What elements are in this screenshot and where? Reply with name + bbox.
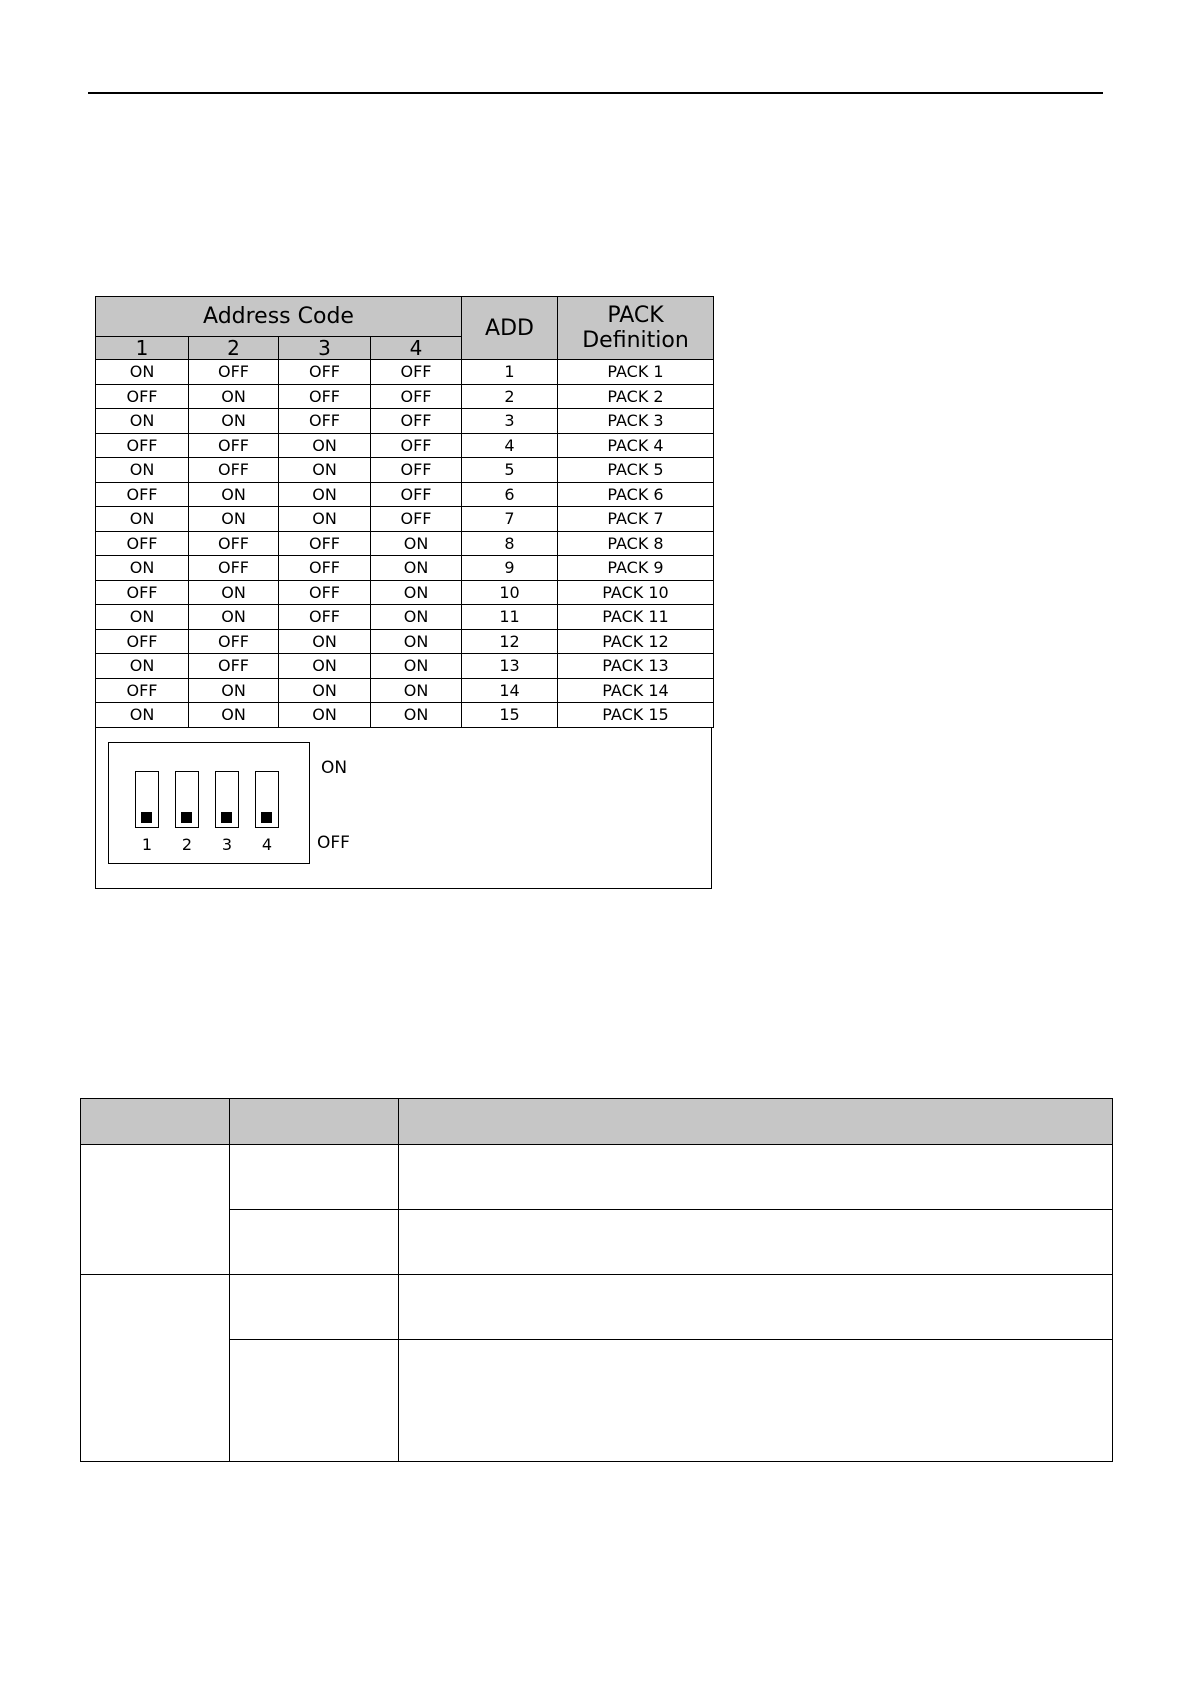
pack-cell: PACK 3 — [558, 409, 714, 434]
add-cell: 13 — [462, 654, 558, 679]
table-row — [96, 629, 714, 654]
switch-2-cell: OFF — [189, 531, 279, 556]
switch-4-cell: OFF — [371, 458, 462, 483]
table-row — [96, 580, 714, 605]
blank-cell — [230, 1275, 399, 1340]
add-header: ADD — [462, 297, 558, 360]
pack-cell: PACK 1 — [558, 360, 714, 385]
switch-2-cell: OFF — [189, 433, 279, 458]
switch-3-cell: OFF — [279, 580, 371, 605]
switch-3-cell: ON — [279, 654, 371, 679]
add-cell: 12 — [462, 629, 558, 654]
pack-cell: PACK 13 — [558, 654, 714, 679]
table-row — [96, 360, 714, 385]
switch-2-cell: ON — [189, 507, 279, 532]
switch-4-cell: ON — [371, 556, 462, 581]
switch-4-cell: ON — [371, 580, 462, 605]
blank-cell — [399, 1340, 1113, 1462]
address-code-header: Address Code — [96, 297, 462, 337]
switch-1-cell: ON — [96, 360, 189, 385]
switch-2-cell: OFF — [189, 654, 279, 679]
table-row — [96, 654, 714, 679]
pack-definition-header-line1: PACK — [607, 303, 664, 328]
dip-switch-1 — [135, 771, 159, 828]
switch-1-cell: ON — [96, 654, 189, 679]
add-cell: 9 — [462, 556, 558, 581]
switch-1-cell: OFF — [96, 678, 189, 703]
blank-table — [80, 1098, 1113, 1462]
blank-cell — [399, 1210, 1113, 1275]
switch-4-header: 4 — [371, 337, 462, 360]
add-cell: 6 — [462, 482, 558, 507]
pack-definition-header — [558, 297, 714, 360]
header-rule — [88, 92, 1103, 94]
dip-switch-2-knob — [181, 812, 192, 823]
switch-3-cell: ON — [279, 507, 371, 532]
dip-switch-body — [108, 742, 310, 864]
add-cell: 1 — [462, 360, 558, 385]
table-row — [96, 703, 714, 728]
switch-1-cell: ON — [96, 409, 189, 434]
table-row — [96, 507, 714, 532]
blank-cell — [230, 1145, 399, 1210]
pack-cell: PACK 11 — [558, 605, 714, 630]
switch-2-cell: ON — [189, 482, 279, 507]
switch-3-cell: OFF — [279, 360, 371, 385]
blank-cell — [399, 1275, 1113, 1340]
switch-4-cell: OFF — [371, 384, 462, 409]
switch-4-cell: OFF — [371, 409, 462, 434]
switch-4-cell: OFF — [371, 507, 462, 532]
add-cell: 4 — [462, 433, 558, 458]
pack-cell: PACK 8 — [558, 531, 714, 556]
dip-number-4: 4 — [261, 834, 273, 854]
blank-group-cell-2 — [81, 1275, 230, 1462]
switch-4-cell: ON — [371, 531, 462, 556]
blank-header-cell-1 — [81, 1099, 230, 1145]
blank-header-cell-3 — [399, 1099, 1113, 1145]
dip-switch-4 — [255, 771, 279, 828]
pack-cell: PACK 9 — [558, 556, 714, 581]
switch-4-cell: ON — [371, 654, 462, 679]
switch-1-cell: ON — [96, 556, 189, 581]
add-cell: 14 — [462, 678, 558, 703]
switch-2-cell: OFF — [189, 458, 279, 483]
switch-4-cell: OFF — [371, 360, 462, 385]
switch-3-header: 3 — [279, 337, 371, 360]
switch-3-cell: OFF — [279, 409, 371, 434]
dip-switch-1-knob — [141, 812, 152, 823]
pack-cell: PACK 2 — [558, 384, 714, 409]
switch-3-cell: ON — [279, 629, 371, 654]
dip-switch-3 — [215, 771, 239, 828]
switch-4-cell: OFF — [371, 433, 462, 458]
table-row — [96, 482, 714, 507]
switch-4-cell: OFF — [371, 482, 462, 507]
switch-1-cell: OFF — [96, 384, 189, 409]
pack-cell: PACK 14 — [558, 678, 714, 703]
switch-2-cell: OFF — [189, 556, 279, 581]
blank-cell — [230, 1210, 399, 1275]
pack-cell: PACK 15 — [558, 703, 714, 728]
switch-2-cell: OFF — [189, 360, 279, 385]
switch-2-cell: ON — [189, 678, 279, 703]
dip-number-2: 2 — [181, 834, 193, 854]
switch-1-cell: ON — [96, 605, 189, 630]
table-row — [96, 409, 714, 434]
add-cell: 11 — [462, 605, 558, 630]
table-row — [96, 605, 714, 630]
switch-3-cell: OFF — [279, 556, 371, 581]
switch-2-cell: ON — [189, 703, 279, 728]
blank-cell — [399, 1145, 1113, 1210]
pack-definition-header-line2: Definition — [582, 328, 689, 353]
switch-1-cell: OFF — [96, 433, 189, 458]
add-cell: 5 — [462, 458, 558, 483]
pack-cell: PACK 5 — [558, 458, 714, 483]
switch-1-header: 1 — [96, 337, 189, 360]
table-row — [96, 531, 714, 556]
dip-switch-3-knob — [221, 812, 232, 823]
switch-2-cell: ON — [189, 605, 279, 630]
address-code-table — [95, 296, 713, 889]
switch-2-cell: OFF — [189, 629, 279, 654]
dip-on-label: ON — [321, 757, 348, 778]
dip-off-label: OFF — [317, 832, 350, 853]
switch-3-cell: ON — [279, 678, 371, 703]
switch-1-cell: OFF — [96, 629, 189, 654]
pack-cell: PACK 6 — [558, 482, 714, 507]
pack-cell: PACK 10 — [558, 580, 714, 605]
dip-switch-4-knob — [261, 812, 272, 823]
switch-3-cell: OFF — [279, 531, 371, 556]
switch-2-header: 2 — [189, 337, 279, 360]
switch-4-cell: ON — [371, 703, 462, 728]
switch-1-cell: ON — [96, 507, 189, 532]
table-row — [96, 458, 714, 483]
switch-3-cell: OFF — [279, 384, 371, 409]
add-cell: 10 — [462, 580, 558, 605]
table-row — [96, 433, 714, 458]
dip-switch-2 — [175, 771, 199, 828]
pack-cell: PACK 12 — [558, 629, 714, 654]
switch-3-cell: ON — [279, 703, 371, 728]
table-row — [96, 678, 714, 703]
switch-1-cell: ON — [96, 703, 189, 728]
switch-3-cell: ON — [279, 433, 371, 458]
switch-1-cell: OFF — [96, 531, 189, 556]
switch-3-cell: OFF — [279, 605, 371, 630]
pack-cell: PACK 4 — [558, 433, 714, 458]
add-cell: 3 — [462, 409, 558, 434]
switch-2-cell: ON — [189, 384, 279, 409]
switch-1-cell: OFF — [96, 482, 189, 507]
switch-3-cell: ON — [279, 482, 371, 507]
add-cell: 7 — [462, 507, 558, 532]
switch-1-cell: ON — [96, 458, 189, 483]
add-cell: 15 — [462, 703, 558, 728]
table-row — [96, 384, 714, 409]
add-cell: 2 — [462, 384, 558, 409]
blank-group-cell-1 — [81, 1145, 230, 1275]
pack-cell: PACK 7 — [558, 507, 714, 532]
switch-3-cell: ON — [279, 458, 371, 483]
blank-header-cell-2 — [230, 1099, 399, 1145]
dip-switch-diagram — [95, 728, 712, 889]
add-cell: 8 — [462, 531, 558, 556]
switch-4-cell: ON — [371, 678, 462, 703]
dip-number-3: 3 — [221, 834, 233, 854]
dip-number-1: 1 — [141, 834, 153, 854]
switch-2-cell: ON — [189, 580, 279, 605]
switch-2-cell: ON — [189, 409, 279, 434]
switch-4-cell: ON — [371, 605, 462, 630]
switch-4-cell: ON — [371, 629, 462, 654]
switch-1-cell: OFF — [96, 580, 189, 605]
blank-cell — [230, 1340, 399, 1462]
table-row — [96, 556, 714, 581]
